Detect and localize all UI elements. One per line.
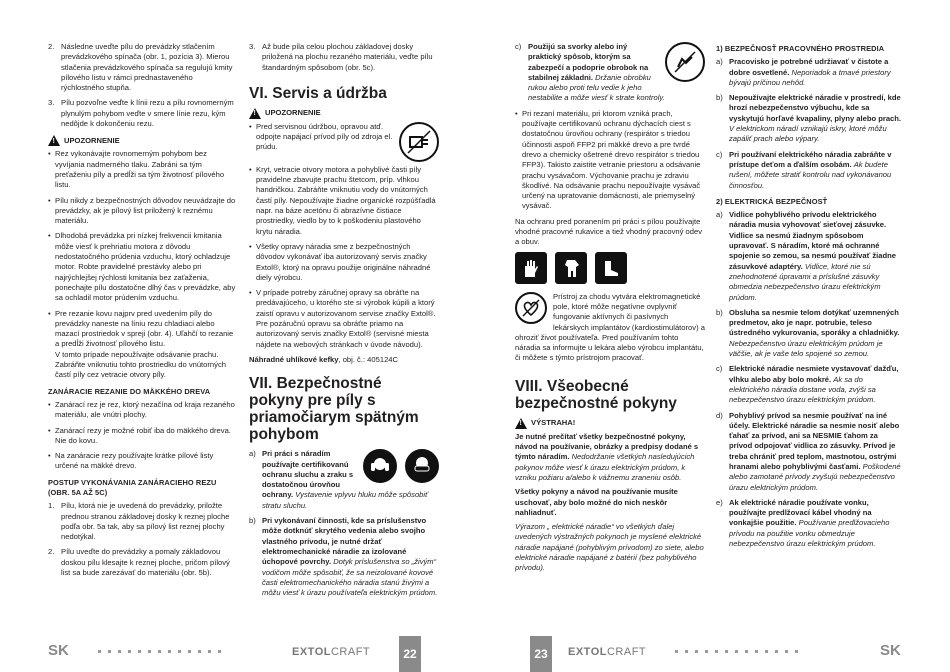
list-item-continuation: V tomto prípade nepoužívajte odsávanie prachu. Zabráňte vniknutiu tohto prostriedku do vnútorných častí píly cez vetracie otvory píly. — [55, 349, 226, 380]
page-number: 22 — [399, 636, 421, 672]
ppe-gear-icons — [515, 252, 705, 284]
list-item: • Všetky opravy náradia sme z bezpečnostných dôvodov vykonávať iba autorizovaný servis značky Extol®, ktorý na opravu použije originálne náhradné diely výrobcu. — [249, 242, 439, 283]
footer-left — [0, 636, 475, 672]
safety-boots-icon — [595, 252, 627, 284]
gloves-icon — [515, 252, 547, 284]
term-definition: Výrazom „ elektrické náradie“ vo všetkých ďalej uvedených výstražných pokynoch je myslené elektrické náradie napájané (pohyblivým prívodom) zo siete, alebo elektrické náradie napájané z batérií (bez pohyblivého prívodu). — [515, 522, 704, 573]
section-title-soft-wood: ZANÁRACIE REZANIE DO MÄKKÉHO DREVA — [48, 386, 211, 396]
list-item: • V prípade potreby záručnej opravy sa obráťte na predávajúceho, u ktorého ste si výrobok kúpili a ktorý zaistí opravu v autorizovanom servise značky Extol®. Pre pozáručnú opravu sa obráťte priamo na autorizovaný servis značky Extol® (servisné miesta nájdete na webových stránkach v úvode návodu). — [249, 288, 439, 350]
warning-triangle-icon — [515, 418, 527, 429]
column-4 — [716, 42, 902, 554]
safety-a-block — [249, 449, 439, 516]
column-3 — [515, 42, 705, 578]
warning-heading: ! UPOZORNENIE — [48, 135, 236, 146]
language-code: SK — [48, 642, 69, 659]
footer-dots — [675, 650, 798, 654]
footer-dots — [98, 650, 221, 654]
heading-service: VI. Servis a údržba — [249, 84, 387, 102]
list-item: • Dlhodobá prevádzka pri nízkej frekvencii kmitania môže viesť k prehriatiu motora z dôvodu nedostatočného prúdenia vzduchu, ktorý ochladzuje motor. Robte pravidelné prestávky alebo pri najrýchlejšej rýchlosti kmitania bez zaťaženia, ponechajte pílu dostatočne dlhý čas v prevádzke, aby sa ochladil motor prúdením vzduchu. — [48, 231, 236, 303]
list-item: • Pri rezaní materiálu, pri ktorom vzniká prach, používajte certifikovanú ochranu dýchacích ciest s dostatočnou úrovňou ochrany (respirátor s triedou účinnosti aspoň FFP2 pri mäkké drevo a pre tvrdé drevo a chemicky ošetrené drevo respirátor s triedou FFP3). Takisto zaistite vetranie priestoru a odsávanie prachu vysávačom. Výchovanie prachu je zdraviu škodlivé. Na odsávanie prachu nepoužívajte vysávač určený na upratovanie domácnosti, ale priemyselný vysávač. — [515, 109, 705, 212]
warning-triangle-icon — [249, 108, 261, 119]
workplace-item-c: c) Pri používaní elektrického náradia zabráňte v prístupe deťom a ďalším osobám. Ak budete rušení, môžete stratiť kontrolu nad vykonávanou činnosťou. — [716, 149, 892, 190]
list-item: • Na zanáracie rezy používajte krátke pílové listy určené na mäkké drevo. — [48, 451, 236, 472]
unplug-block — [249, 122, 439, 165]
step-1: 1. Pílu, ktorá nie je uvedená do prevádzky, priložte prednou stranou základovej dosky k reznej ploche podľa obr. 5a tak, aby sa pílový list reznej plochy nedotýkal. — [48, 501, 230, 542]
heading-safety-saws: VII. Bezpečnostné pokyny pre píly s priamočiarym spätným pohybom — [249, 375, 419, 444]
brand-logo: EXTOLCRAFT — [292, 646, 371, 658]
safety-item-a: a) Pri práci s náradím používajte certifikovanú ochranu sluchu a zraku s dostatočnou úrovňou ochrany. Vystavenie vplyvu hluku môže spôsobiť stratu sluchu. — [249, 449, 428, 510]
warning-triangle-icon — [48, 135, 60, 146]
page-number: 23 — [530, 636, 552, 672]
protective-clothing-icon — [555, 252, 587, 284]
section-title-electrical: 2) ELEKTRICKÁ BEZPEČNOSŤ — [716, 196, 828, 206]
list-item: • Zanárací rezy je možné robiť iba do mäkkého dreva. Nie do kovu. — [48, 426, 236, 447]
list-item: • Zanárací rez je rez, ktorý nezačína od kraja rezaného materiálu, ale vnútri plochy. — [48, 400, 236, 421]
workplace-item-b: b) Nepoužívajte elektrické náradie v prostredí, kde hrozí nebezpečenstvo výbuchu, kde sa vyskytujú horľavé kvapaliny, plyny alebo prach. V elektrickom náradí vznikajú iskry, ktoré môžu zapáliť prach alebo výpary. — [716, 93, 902, 144]
gloves-paragraph: Na ochranu pred poranením pri práci s pílou používajte vhodné pracovné rukavice a tiež vhodný pracovný odev a obuv. — [515, 216, 703, 247]
electrical-item-d: d) Pohyblivý prívod sa nesmie používať na iné účely. Elektrické náradie sa nesmie nosiť alebo ťahať za prívod, ani sa NESMIE ťahom za prívod odpojovať vidlica zo zásuvky. Prívod je treba chrániť pred teplom, mastnotou, ostrými hranami alebo pohyblivými časťami. Poškodené alebo zamotané prívody zvyšujú nebezpečenstvo úrazu elektrickým prúdom. — [716, 410, 901, 492]
pacemaker-paragraph: Prístroj za chodu vytvára elektromagnetické pole, ktoré môže negatívne ovplyvniť fungovanie aktívnych či pasívnych lekárskych implantátov (kardiostimulátorov) a ohroziť život používateľa. Pred používaním tohto náradia sa informujte u lekára alebo výrobcu implantátu, či môžete s týmto prístrojom pracovať. — [515, 291, 705, 363]
list-item: • Pílu nikdy z bezpečnostných dôvodov neuvádzajte do prevádzky, ak je pílový list priložený k reznému materiálu. — [48, 196, 236, 227]
list-item: • Pre rezanie kovu najprv pred uvedením píly do prevádzky naneste na líniu rezu chladiaci alebo mazací prostriedok v spreji (obr. 4). Uľahčí to rezanie a predĺži životnosť pílového listu. — [48, 309, 236, 350]
list-item: • Rez vykonávajte rovnomerným pohybom bez vyvíjania nadmerného tlaku. Zabráni sa tým preťaženiu píly a predĺži sa tým životnosť pílového listu. — [48, 149, 236, 190]
section-title-workplace: 1) BEZPEČNOSŤ PRACOVNÉHO PROSTREDIA — [716, 44, 885, 53]
list-item: • Pred servisnou údržbou, opravou atď. odpojte napájací prívod píly od zdroja el. prúdu. — [249, 122, 439, 153]
warning-heading: ! UPOZORNENIE — [249, 108, 439, 119]
pacemaker-block — [515, 292, 705, 368]
workplace-item-a: a) Pracovisko je potrebné udržiavať v čistote a dobre osvetlené. Neporiadok a tmavé priestory bývajú príčinou nehôd. — [716, 57, 891, 87]
no-pacemaker-icon — [515, 292, 547, 324]
step-2: 2. Následne uveďte pílu do prevádzky stlačením prevádzkového spínača (obr. 1, pozícia 3). Mierou stlačenia prevádzkového spínača sa regulujú kmity pílového listu v rámci prednastaveného rýchlostného stupňa. — [48, 42, 233, 93]
footer-right — [475, 636, 950, 672]
brand-logo: EXTOLCRAFT — [568, 646, 647, 658]
column-2 — [249, 42, 439, 603]
language-code: SK — [880, 642, 901, 659]
electrical-item-b: b) Obsluha sa nesmie telom dotýkať uzemnených predmetov, ako je napr. potrubie, teleso ústredného vykurovania, sporáky a chladničky. Nebezpečenstvo úrazu elektrickým prúdom je väčšie, ak je vaše telo spojené so zemou. — [716, 307, 900, 359]
section-title-procedure: POSTUP VYKONÁVANIA ZANÁRACIEHO REZU (OBR. 5A AŽ 5C) — [48, 477, 217, 497]
safety-item-b: b) Pri vykonávaní činnosti, kde sa príslušenstvo môže dotknúť skrytého vedenia alebo svojho vlastného prívodu, je nutné držať elektromechanické náradie za izolované úchopové povrchy. Dotyk príslušenstva so „živým“ vodičom môže spôsobiť, že sa neizolované kovové časti elektromechanického náradia stanú živými a môžu viesť k úrazu používateľa elektrickým prúdom. — [249, 516, 438, 598]
heading-general-safety: VIII. Všeobecné bezpečnostné pokyny — [515, 377, 677, 412]
spare-parts-line: Náhradné uhlíkové kefky, obj. č.: 405124C — [249, 354, 399, 364]
keep-instructions: Všetky pokyny a návod na používanie musíte uschovať, aby bolo možné do nich neskôr nahliadnuť. — [515, 487, 678, 517]
column-1 — [48, 42, 236, 583]
warning-paragraph: Je nutné prečítať všetky bezpečnostné pokyny, návod na používanie, obrázky a predpisy dodané s týmto náradím. Nedodržanie všetkých nasledujúcich pokynov môže viesť k úrazu elektrickým prúdom, k vzniku požiaru a/alebo k vážnemu zraneniu osôb. — [515, 431, 699, 482]
electrical-item-a: a) Vidlice pohyblivého prívodu elektrického náradia musia vyhovovať sieťovej zásuvke. Vidlice sa nesmú žiadnym spôsobom upravovať. S náradím, ktoré má ochranné spojenie so zemou, sa nesmú používať žiadne zásuvkové adaptéry. Vidlice, ktoré nie sú znehodnotené úpravami a príslušné zásuvky obmedzia nebezpečenstvo úrazu elektrickým prúdom. — [716, 210, 896, 302]
step-3: 3. Až bude píla celou plochou základovej dosky priložená na plochu rezaného materiálu, veďte pílu štandardným spôsobom (obr. 5c). — [249, 42, 433, 72]
electrical-item-c: c) Elektrické náradie nesmiete vystavovať dažďu, vlhku alebo aby bolo mokré. Ak sa do elektrického náradia dostane voda, zvýši sa nebezpečenstvo úrazu elektrickým prúdom. — [716, 364, 899, 405]
step-3: 3. Pílu pozvoľne veďte k línii rezu a pílu rovnomerným plynulým pohybom veďte v smere línie rezu, kým nedôjde k dokončeniu rezu. — [48, 98, 234, 129]
safety-item-c: c) Použijú sa svorky alebo iný praktický spôsob, ktorým sa zabezpečí a podoprie obrobok na stabilnej základni. Držanie obrobku rukou alebo proti telu vedie k jeho nestabilite a môže viesť k strate kontroly. — [515, 42, 665, 103]
electrical-item-e: e) Ak elektrické náradie používate vonku, používajte predlžovací kábel vhodný na vonkajšie použitie. Používanie predlžovacieho prívodu na použitie vonku obmedzuje nebezpečenstvo úrazu elektrickým prúdom. — [716, 497, 890, 549]
warning-heading: ! VÝSTRAHA! — [515, 418, 705, 429]
safety-c-block — [515, 42, 705, 109]
step-2: 2. Pílu uveďte do prevádzky a pomaly základovou doskou pílu klesajte k reznej ploche, pričom pílový list sa bude zarezávať do materiálu (obr. 5b). — [48, 547, 230, 578]
list-item: • Kryt, vetracie otvory motora a pohyblivé časti píly pravidelne zbavujte prachu štetcom, príp. vlhkou handričkou. Zabráňte vniknutiu vody do vnútorných častí píly. Nepoužívajte žiadne organické rozpúšťadlá napr. na báze acetónu či abrazívne čistiace prostriedky, viedlo by to k poškodeniu plastového krytu náradia. — [249, 165, 439, 237]
